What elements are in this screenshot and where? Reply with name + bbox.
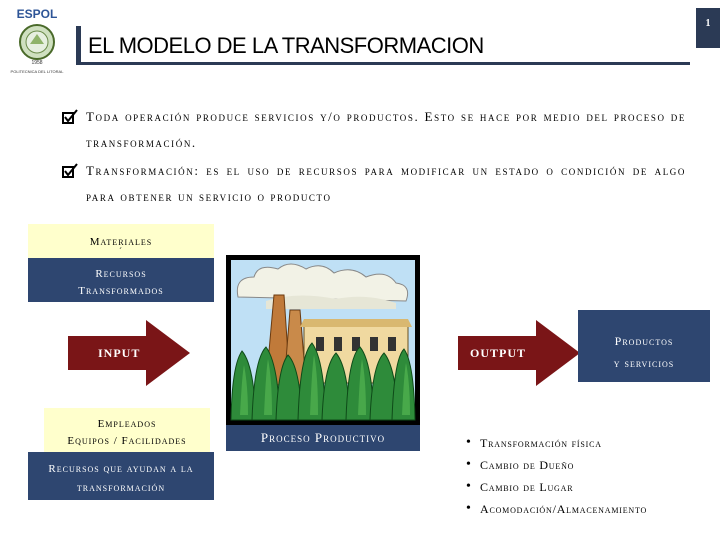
svg-text:POLITECNICA DEL LITORAL: POLITECNICA DEL LITORAL (10, 69, 64, 74)
checkbox-bullet-icon (62, 163, 78, 179)
bullet-item (62, 104, 686, 156)
recursos-ayudan-box (28, 452, 214, 500)
services-label: y servicios (613, 356, 675, 370)
products-label: Productos (614, 334, 674, 348)
process-label: Proceso Productivo (226, 425, 420, 451)
espol-logo (6, 6, 68, 76)
factory-illustration (226, 255, 420, 425)
products-box (578, 310, 710, 382)
recursos-label: Recursos (95, 268, 147, 280)
transformation-types-list (466, 432, 647, 520)
page-title: EL MODELO DE LA TRANSFORMACION (88, 33, 484, 58)
checkbox-bullet-icon (62, 109, 78, 125)
title-accent-bar (76, 26, 81, 64)
list-item: • Cambio de Dueño (466, 454, 647, 476)
output-label: OUTPUT (470, 346, 527, 360)
svg-text:ESPOL: ESPOL (16, 7, 58, 21)
empleados-label: Empleados (97, 418, 157, 430)
equipos-label: Equipos / Facilidades (67, 435, 187, 447)
recursos-transformados-box (28, 258, 214, 302)
materiales-box (28, 224, 214, 260)
bullet-text: Transformación: es el uso de recursos para modificar un estado o condición de algo para obtener un servicio o producto (86, 163, 686, 204)
list-item: • Cambio de Lugar (466, 476, 647, 498)
svg-text:1958: 1958 (31, 60, 43, 66)
list-item: • Transformación física (466, 432, 647, 454)
title-underline (76, 62, 690, 65)
materiales-label: Materiales (89, 236, 153, 248)
input-label: INPUT (98, 346, 141, 360)
bullet-text: Toda operación produce servicios y/o productos. Esto se hace por medio del proceso de transformación. (86, 109, 686, 150)
bullet-item (62, 158, 686, 210)
empleados-box (44, 408, 210, 452)
page-number: 1 (696, 8, 720, 48)
list-item: • Acomodación/Almacenamiento (466, 498, 647, 520)
materiales-mark: ´ (119, 246, 123, 256)
bullet-list (62, 104, 686, 212)
ayudan-label: Recursos que ayudan a la (48, 463, 194, 475)
transformados-label: Transformados (78, 285, 164, 297)
transformacion-label: transformación (76, 482, 166, 494)
